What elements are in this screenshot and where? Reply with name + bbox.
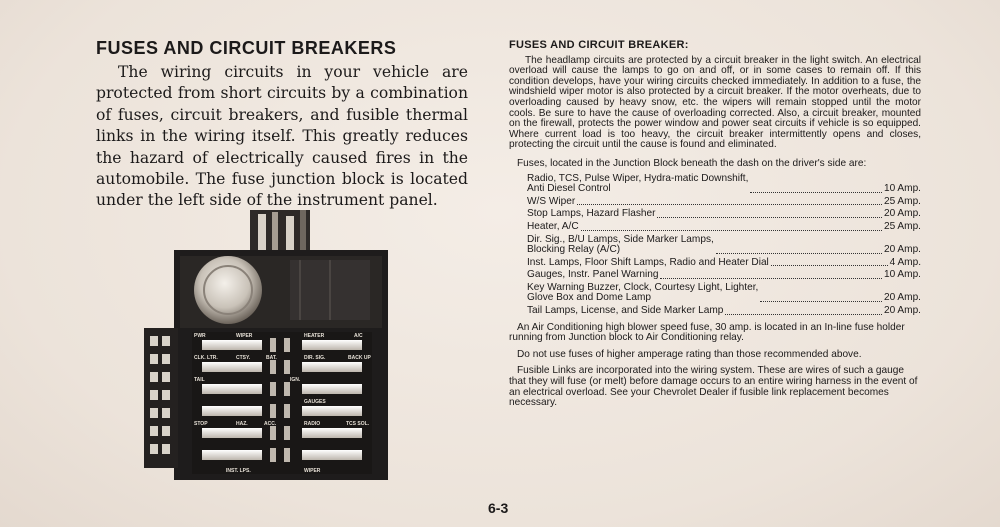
fuse-entry <box>527 306 921 317</box>
circuit-breaker-paragraph: The headlamp circuits are protected by a circuit breaker in the light switch. An electrical overload will cause the lamps to go on and off, or in some cases to remain off. If this condition develops, have your wiring circuits checked immediately. In addition to a fuse, the windshield wiper motor is also protected by a circuit breaker. If the motor overheats, due to overloading caused by heavy snow, etc. the wipers will remain stopped until the motor cools. Be sure to have the cause of overloading corrected. Also, a circuit breaker, mounted on the firewall, protects the power window and power seat circuits if vehicle is so equipped. Where current load is too heavy, the circuit breaker intermittently opens and closes, protecting the circuit until the cause is found and eliminated. <box>509 54 921 151</box>
fuse-label: BACK UP <box>348 355 371 361</box>
fuse-circuits: W/S Wiper <box>527 195 576 207</box>
fuse-rating: 25 Amp. <box>883 220 921 232</box>
fuse-rating: 10 Amp. <box>883 183 921 195</box>
fuse-label: GAUGES <box>304 399 326 405</box>
fuse-label: CLK. LTR. <box>194 355 218 361</box>
fuse-entry <box>527 209 921 220</box>
fuse-rating: 20 Amp. <box>883 305 921 317</box>
fuse-label: WIPER <box>304 468 321 474</box>
fuse-circuits: Heater, A/C <box>527 220 579 232</box>
fuse-rating: 20 Amp. <box>883 292 921 304</box>
fuse-label: A/C <box>354 333 363 339</box>
fuse-entry <box>527 174 921 195</box>
fuse-entry <box>527 258 921 269</box>
leader-dots <box>716 253 882 254</box>
fuse-circuits: Radio, TCS, Pulse Wiper, Hydra-matic Downshift, Anti Diesel Control <box>527 172 749 195</box>
fuse-circuits: Gauges, Instr. Panel Warning <box>527 269 659 281</box>
leader-dots <box>581 230 882 231</box>
fuse-rating: 20 Amp. <box>883 208 921 220</box>
fuse-label: HAZ. <box>236 421 248 427</box>
fuse-label: CTSY. <box>236 355 251 361</box>
leader-dots <box>577 204 882 205</box>
fuse-entry <box>527 197 921 208</box>
fuse-label: IGN. <box>290 377 301 383</box>
fuse-label: BAT. <box>266 355 277 361</box>
fuse-circuits: Key Warning Buzzer, Clock, Courtesy Light, Lighter, Glove Box and Dome Lamp <box>527 281 759 304</box>
fuse-rating: 4 Amp. <box>889 256 921 268</box>
fuse-list-intro: Fuses, located in the Junction Block beneath the dash on the driver's side are: <box>517 157 867 169</box>
leader-dots <box>750 192 882 193</box>
fuse-entry <box>527 283 921 304</box>
fuse-label: TAIL <box>194 377 205 383</box>
fuse-block-photo <box>140 210 400 480</box>
fuse-rating: 20 Amp. <box>883 244 921 256</box>
leader-dots <box>660 278 881 279</box>
leader-dots <box>725 314 882 315</box>
leader-dots <box>760 301 882 302</box>
fuse-label: ACC. <box>264 421 277 427</box>
section-heading: FUSES AND CIRCUIT BREAKER: <box>509 39 689 51</box>
fuse-entry <box>527 235 921 256</box>
fuse-label: PWR <box>194 333 206 339</box>
ac-fuse-note: An Air Conditioning high blower speed fuse, 30 amp. is located in an In-line fuse holder running from Junction block to Air Conditioning relay. <box>509 321 905 344</box>
fuse-circuits: Stop Lamps, Hazard Flasher <box>527 208 656 220</box>
fusible-links-note: Fusible Links are incorporated into the wiring system. These are wires of such a gauge that they will fuse (or melt) before damage occurs to an entire wiring harness in the event of an electrical overload. See your Chevrolet Dealer if fusible link replacement becomes necessary. <box>509 365 918 409</box>
fuse-rating: 25 Amp. <box>883 195 921 207</box>
fuse-label: HEATER <box>304 333 325 339</box>
fuse-label: RADIO <box>304 421 321 427</box>
fuse-list <box>509 174 921 317</box>
fuse-label: WIPER <box>236 333 253 339</box>
leader-dots <box>657 217 881 218</box>
fuse-entry <box>527 270 921 281</box>
leader-dots <box>771 265 888 266</box>
fuse-circuits: Tail Lamps, License, and Side Marker Lamp <box>527 305 724 317</box>
fuse-label: INST. LPS. <box>226 468 251 474</box>
fuse-entry <box>527 222 921 233</box>
fuse-circuits: Inst. Lamps, Floor Shift Lamps, Radio and Heater Dial <box>527 256 769 268</box>
amperage-warning: Do not use fuses of higher amperage rating than those recommended above. <box>517 348 862 360</box>
intro-paragraph: The wiring circuits in your vehicle are protected from short circuits by a combination of fuses, circuit breakers, and fusible thermal links in the wiring itself. This greatly reduces the hazard of electrically caused fires in the automobile. The fuse junction block is located under the left side of the instrument panel. <box>96 63 468 210</box>
fuse-label: STOP <box>194 421 208 427</box>
page-number: 6-3 <box>488 500 509 516</box>
fuse-label: DIR. SIG. <box>304 355 326 361</box>
fuse-rating: 10 Amp. <box>883 269 921 281</box>
fuse-label: TCS SOL. <box>346 421 370 427</box>
right-column <box>509 40 921 415</box>
page-title: FUSES AND CIRCUIT BREAKERS <box>96 38 397 58</box>
fuse-circuits: Dir. Sig., B/U Lamps, Side Marker Lamps, Blocking Relay (A/C) <box>527 233 714 256</box>
